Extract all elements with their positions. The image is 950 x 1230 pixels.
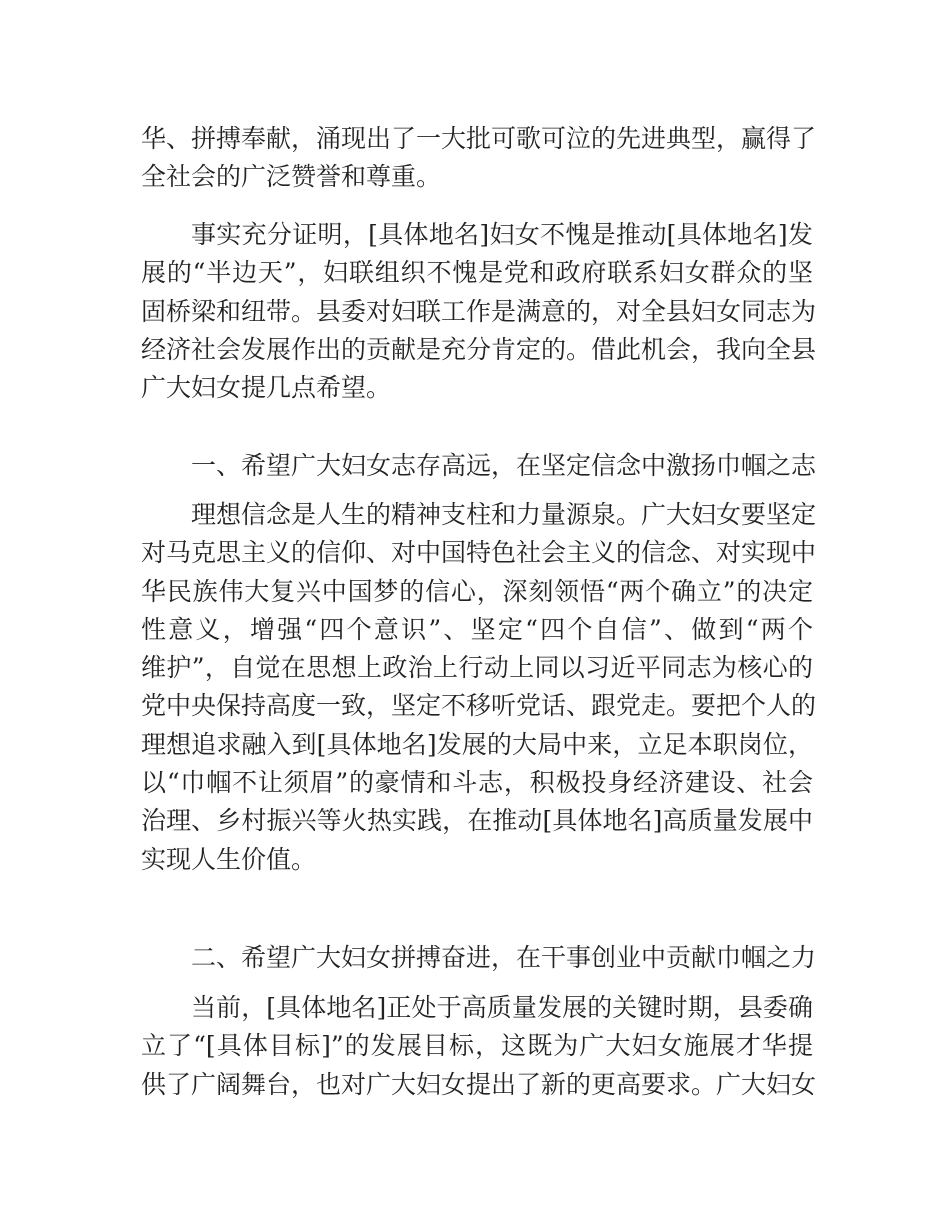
text-line: 经济社会发展作出的贡献是充分肯定的。借此机会，我向全县 <box>141 334 817 364</box>
text-line: 立了“[具体目标]”的发展目标，这既为广大妇女施展才华提 <box>141 1031 813 1061</box>
text-line: 华、拼搏奉献，涌现出了一大批可歌可泣的先进典型，赢得了 <box>141 124 817 153</box>
text-line: 以“巾帼不让须眉”的豪情和斗志，积极投身经济建设、社会 <box>141 768 813 798</box>
text-line: 理想信念是人生的精神支柱和力量源泉。广大妇女要坚定 <box>191 500 817 529</box>
text-line: 党中央保持高度一致，坚定不移听党话、跟党走。要把个人的 <box>141 691 817 721</box>
paragraph-facts <box>141 216 817 407</box>
text-line: 供了广阔舞台，也对广大妇女提出了新的更高要求。广大妇女 <box>141 1069 817 1099</box>
text-line: 华民族伟大复兴中国梦的信心，深刻领悟“两个确立”的决定 <box>141 576 813 606</box>
text-line: 实现人生价值。 <box>141 844 317 874</box>
text-line: 展的“半边天”，妇联组织不愧是党和政府联系妇女群众的坚 <box>141 258 813 288</box>
text-line: 固桥梁和纽带。县委对妇联工作是满意的，对全县妇女同志为 <box>141 296 817 326</box>
paragraph-ideals <box>141 496 817 879</box>
paragraph-current-period <box>141 989 817 1104</box>
section-heading-2 <box>141 939 817 977</box>
heading-line: 二、希望广大妇女拼搏奋进，在干事创业中贡献巾帼之力 <box>191 943 817 972</box>
text-line: 治理、乡村振兴等火热实践，在推动[具体地名]高质量发展中 <box>141 806 813 836</box>
text-line: 性意义，增强“四个意识”、坚定“四个自信”、做到“两个 <box>141 614 813 644</box>
text-line: 广大妇女提几点希望。 <box>141 373 392 403</box>
text-line: 全社会的广泛赞誉和尊重。 <box>141 162 442 192</box>
text-line: 理想追求融入到[具体地名]发展的大局中来，立足本职岗位， <box>141 729 813 759</box>
heading-line: 一、希望广大妇女志存高远，在坚定信念中激扬巾帼之志 <box>191 451 817 480</box>
text-line: 对马克思主义的信仰、对中国特色社会主义的信念、对实现中 <box>141 538 817 568</box>
text-line: 事实充分证明，[具体地名]妇女不愧是推动[具体地名]发 <box>191 220 813 249</box>
paragraph-continuation <box>141 120 817 197</box>
section-heading-1 <box>141 447 817 485</box>
text-line: 维护”，自觉在思想上政治上行动上同以习近平同志为核心的 <box>141 653 813 683</box>
text-line: 当前，[具体地名]正处于高质量发展的关键时期，县委确 <box>191 993 813 1022</box>
